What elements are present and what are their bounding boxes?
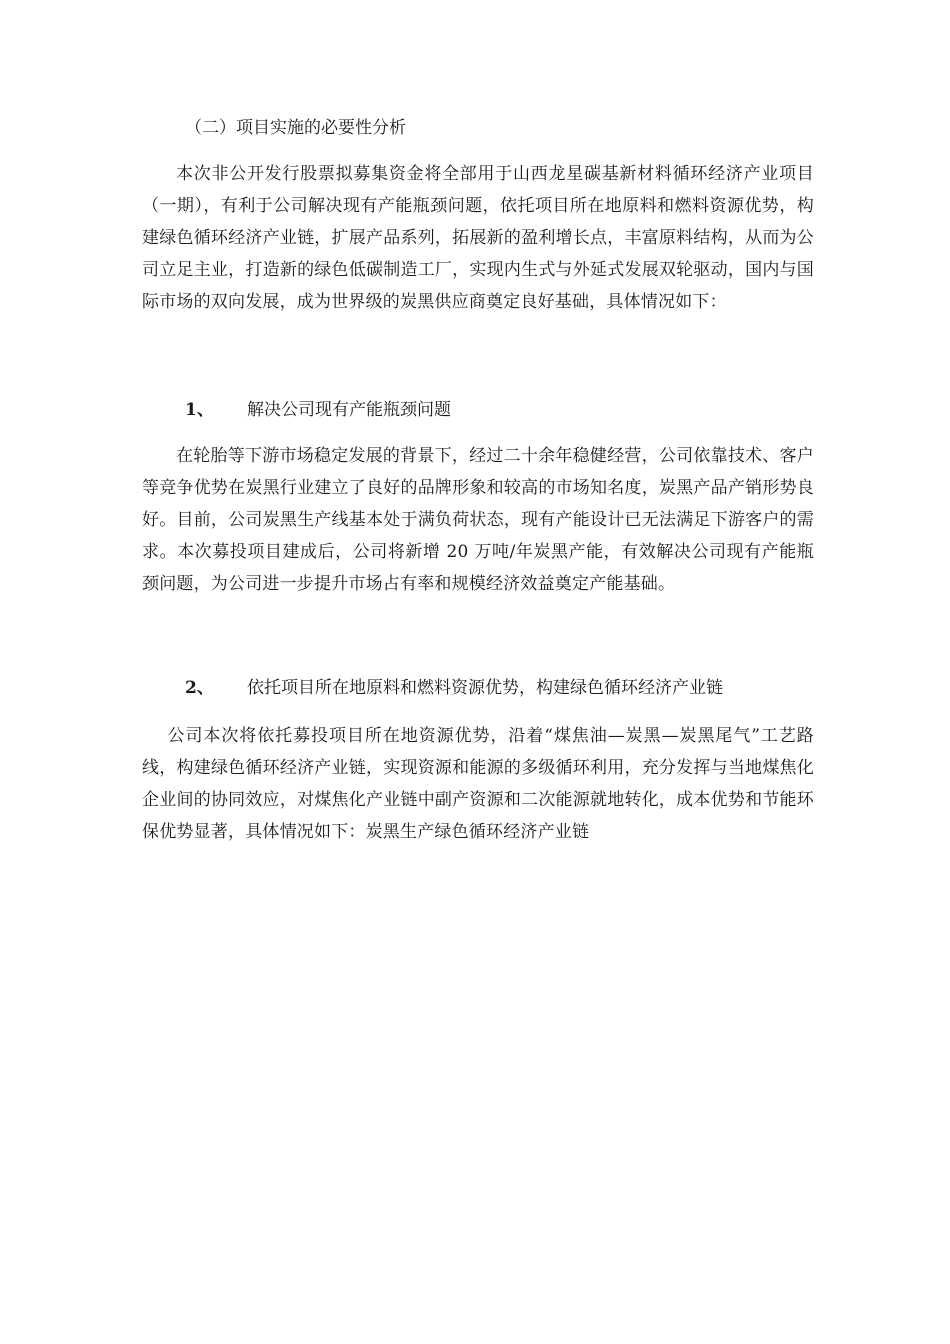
item1-heading <box>185 398 451 422</box>
item1-number: 1、 <box>185 400 214 420</box>
item1-paragraph: 在轮胎等下游市场稳定发展的背景下，经过二十余年稳健经营，公司依靠技术、客户等竞争优势在炭黑行业建立了良好的品牌形象和较高的市场知名度，炭黑产品产销形势良好。目前，公司炭黑生产线基本处于满负荷状态，现有产能设计已无法满足下游客户的需求。本次募投项目建成后，公司将新增 20 万吨/年炭黑产能，有效解决公司现有产能瓶颈问题，为公司进一步提升市场占有率和规模经济效益奠定产能基础。 <box>142 446 814 594</box>
intro-paragraph: 本次非公开发行股票拟募集资金将全部用于山西龙星碳基新材料循环经济产业项目（一期），有利于公司解决现有产能瓶颈问题，依托项目所在地原料和燃料资源优势，构建绿色循环经济产业链，扩展产品系列，拓展新的盈利增长点，丰富原料结构，从而为公司立足主业，打造新的绿色低碳制造工厂，实现内生式与外延式发展双轮驱动，国内与国际市场的双向发展，成为世界级的炭黑供应商奠定良好基础，具体情况如下： <box>142 164 814 312</box>
item1-title: 解决公司现有产能瓶颈问题 <box>247 400 451 420</box>
item2-title: 依托项目所在地原料和燃料资源优势，构建绿色循环经济产业链 <box>247 678 723 698</box>
item2-paragraph: 公司本次将依托募投项目所在地资源优势，沿着“煤焦油—炭黑—炭黑尾气”工艺路线，构建绿色循环经济产业链，实现资源和能源的多级循环利用，充分发挥与当地煤焦化企业间的协同效应，对煤焦化产业链中副产资源和二次能源就地转化，成本优势和节能环保优势显著，具体情况如下：炭黑生产绿色循环经济产业链 <box>142 726 814 842</box>
item2-heading <box>185 676 723 700</box>
section-heading: （二）项目实施的必要性分析 <box>185 118 406 138</box>
item2-number: 2、 <box>185 678 214 698</box>
